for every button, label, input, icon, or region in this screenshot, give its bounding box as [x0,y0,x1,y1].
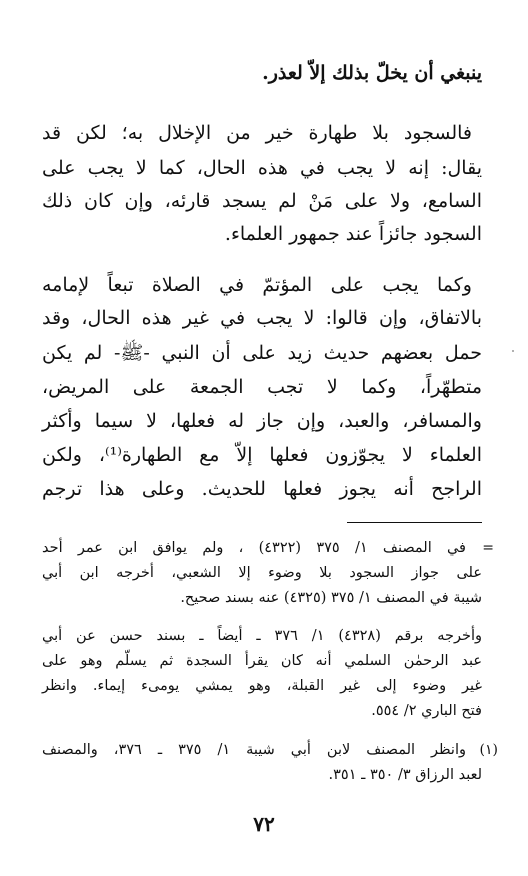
paragraph-1-line-2: يقال: إنه لا يجب في هذه الحال، كما لا يجب على [42,157,482,179]
footnote-second-line-4: فتح الباري ٢/ ٥٥٤. [371,703,482,719]
footnote-second-line-2: عبد الرحمٰن السلمي أنه كان يقرأ السجدة ثم يسلّم وهو على [42,653,482,669]
footnote-continuation-marker: = [482,540,494,556]
footnote-second-line-1: وأخرجه برقم (٤٣٢٨) ١/ ٣٧٦ ـ أيضاً ـ بسند حسن عن أبي [42,628,482,644]
scan-speck [512,350,514,352]
paragraph-1-line-4: السجود جائزاً عند جمهور العلماء. [224,223,482,245]
paragraph-1-line-3: السامع، ولا على مَنْ لم يسجد قارئه، وإن كان ذلك [42,190,482,212]
footnote-cont-line-2: على جواز السجود بلا وضوء إلا الشعبي، أخرجه ابن أبي [42,565,482,581]
paragraph-2-line-5: والمسافر، والعبد، وإن جاز له فعلها، لا سيما وأكثر [42,410,482,432]
paragraph-2-line-6: العلماء لا يجوّزون فعلها إلاّ مع الطهارة⁽¹⁾، ولكن [42,444,482,466]
paragraph-2-line-7: الراجح أنه يجوز فعلها للحديث. وعلى هذا ترجم [42,478,482,500]
footnote-separator [347,522,482,523]
footnote-second-line-3: غير وضوء إلى غير القبلة، وهو يمشي يومىء إيماء. وانظر [42,678,482,694]
footnote-1-line-2: لعبد الرزاق ٣/ ٣٥٠ ـ ٣٥١. [328,767,482,783]
section-heading-line: ينبغي أن يخلّ بذلك إلاّ لعذر. [262,62,482,84]
footnote-cont-line-3: شيبة في المصنف ١/ ٣٧٥ (٤٣٢٥) عنه بسند صحيح. [180,590,482,606]
footnote-1-marker: (١) [479,742,498,758]
paragraph-2-line-4: متطهّراً، وكما لا تجب الجمعة على المريض، [42,376,482,398]
footnote-1-line-1: وانظر المصنف لابن أبي شيبة ١/ ٣٧٥ ـ ٣٧٦، والمصنف [42,742,466,758]
page-number: ٧٢ [253,812,275,836]
paragraph-2-line-3: حمل بعضهم حديث زيد على أن النبي -ﷺ- لم يكن [42,342,482,364]
paragraph-1-line-1: فالسجود بلا طهارة خير من الإخلال به؛ لكن قد [42,122,472,144]
paragraph-2-line-2: بالاتفاق، وإن قالوا: لا يجب في غير هذه الحال، وقد [42,307,482,329]
footnote-cont-line-1: في المصنف ١/ ٣٧٥ (٤٣٢٢) ، ولم يوافق ابن عمر أحد [42,540,466,556]
paragraph-2-line-1: وكما يجب على المؤتمّ في الصلاة تبعاً لإمامه [42,274,472,296]
